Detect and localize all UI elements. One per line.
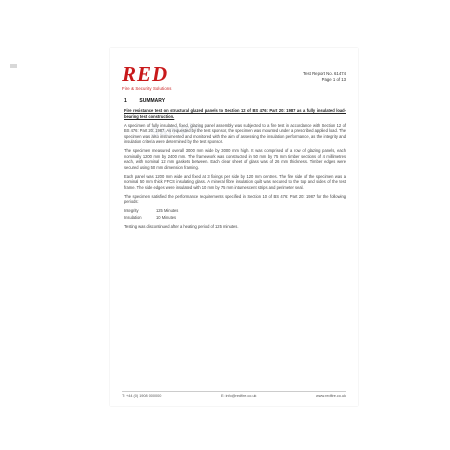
company-tagline: Fire & Security Solutions xyxy=(122,86,172,91)
report-number: Test Report No. 61474 xyxy=(303,71,346,76)
page-footer xyxy=(122,391,346,398)
summary-paragraph-3: Each panel was 1200 mm wide and fixed at 3 fixings per side by 120 mm centres. The fire side of the specimen was a nominal 50 mm thick FFCS insulating glass. A mineral fibre insulation quilt was secured to the top and sides of the test frame. The side edges were insulated with 10 mm by 75 mm intumescent strips and perimeter seal. xyxy=(124,173,346,190)
company-logo: RED xyxy=(122,62,169,86)
footer-website: www.redfire.co.uk xyxy=(316,394,346,398)
page-number: Page 1 of 13 xyxy=(321,77,346,82)
results-table xyxy=(124,208,346,220)
scan-mark xyxy=(10,64,17,68)
summary-conclusion: Testing was discontinued after a heating period of 125 minutes. xyxy=(124,224,239,229)
result-criterion: Insulation xyxy=(124,214,142,220)
footer-email: E: info@redfire.co.uk xyxy=(220,394,257,398)
section-number: 1 xyxy=(124,98,127,104)
section-heading xyxy=(124,98,165,104)
summary-body xyxy=(124,108,346,233)
section-title: SUMMARY xyxy=(139,98,166,104)
footer-phone: T: +44 (0) 1908 000000 xyxy=(122,394,162,398)
summary-lead: Fire resistance test on structural glazed panels to Section 12 of BS 476: Part 20: 1987 as a fully insulated load-bearing test construction. xyxy=(124,108,346,119)
summary-paragraph-1: A specimen of fully insulated, fixed, glazing panel assembly was subjected to a fire test in accordance with Section 12 of BS 476: Part 20: 1987. As requested by the test sponsor, the specimen was mounted under a prescribed applied load. The specimen was also instrumented and monitored with the aim of assessing the insulation performance, as the integrity and insulation criteria were determined by the test sponsor. xyxy=(124,122,346,144)
summary-paragraph-4: The specimen satisfied the performance requirements specified in Section 10 of BS 476: Part 20: 1987 for the following periods: xyxy=(124,193,346,204)
result-criterion: Integrity xyxy=(124,208,139,213)
document-page xyxy=(110,48,358,406)
result-value: 125 Minutes xyxy=(156,208,179,213)
report-reference xyxy=(303,71,346,83)
summary-paragraph-2: The specimen measured overall 3000 mm wide by 3000 mm high. It was comprised of a row of glazing panels, each nominally 1200 mm by 2400 mm. The framework was constructed in 50 mm by 75 mm timber sections of 4 millimetres each, with nominal 12 mm gaskets between. Each clear sheet of glass was of 26 mm thickness. Timber edges were secured using 50 mm dimension framing. xyxy=(124,148,346,170)
result-value: 10 Minutes xyxy=(156,214,177,220)
